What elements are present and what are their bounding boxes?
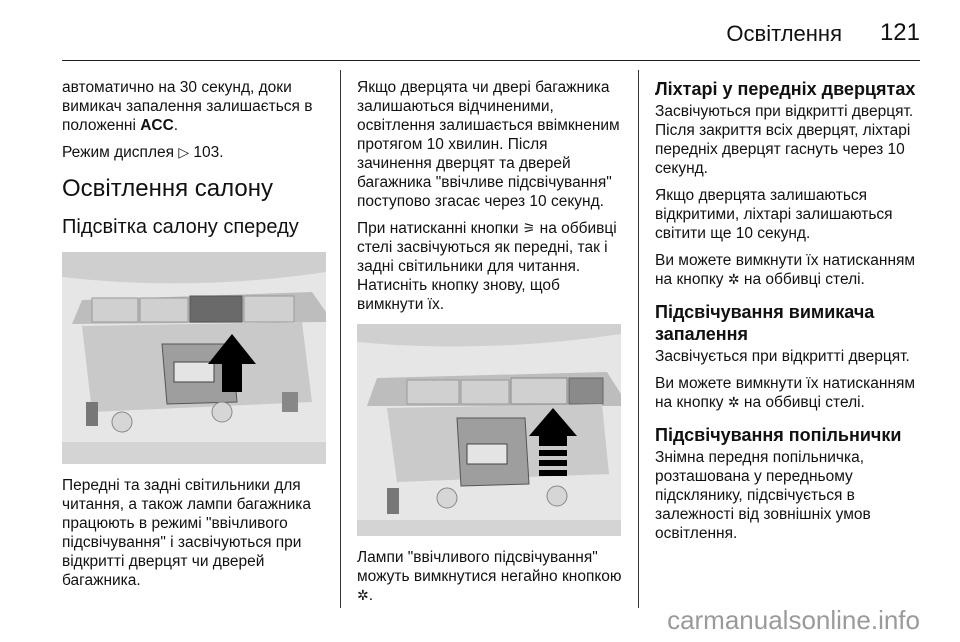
column-2 [357,78,625,613]
paragraph-doors-open: Якщо дверцята чи двері багажника залишаються відчиненими, освітлення залишається ввімкненим протягом 10 хвилин. Після зачинення дверцят та дверей багажника "ввічливе підсвічування" поступово згасає через 10 секунд. [357,79,620,210]
paragraph-door-open-lights: Якщо дверцята залишаються відкритими, ліхтарі залишаються світити ще 10 секунд. [655,187,893,242]
column-divider-2 [638,70,639,608]
page-ref-icon: ▷ [178,144,190,160]
column-3 [655,78,925,551]
page-number: 121 [879,19,920,46]
figure-courtesy-button [357,324,621,536]
paragraph-display-mode: Режим дисплея ▷ 103. [62,144,224,161]
paragraph-courtesy-off: Лампи "ввічливого підсвічування" можуть вимкнутися негайно кнопкою ✲. [357,549,622,604]
acc-label: ACC [140,117,174,134]
running-title: Освітлення [726,21,842,46]
watermark: carmanualsonline.info [667,605,920,635]
subsection-heading-front: Підсвітка салону спереду [62,216,299,238]
interior-light-icon: ✲ [727,394,740,410]
page-header [0,0,960,62]
paragraph-ashtray-light: Знімна передня попільничка, розташована у передньому підсклянику, підсвічується в залежності від зовнішніх умов освітлення. [655,449,871,542]
column-divider-1 [340,70,341,608]
paragraph-door-lights-off: Ви можете вимкнути їх натисканням на кнопку ✲ на оббивці стелі. [655,252,916,288]
paragraph-door-lights: Засвічуються при відкритті дверцят. Після закриття всіх дверцят, ліхтарі передніх дверцят гаснуть через 10 секунд. [655,103,914,177]
paragraph-acc: автоматично на 30 секунд, доки вимикач запалення залишається в положенні ACC. [62,79,313,134]
paragraph-ignition-light: Засвічується при відкритті дверцят. [655,348,910,365]
column-1 [62,78,330,598]
reading-lamp-icon: ⚞ [522,220,536,236]
paragraph-button-press: При натисканні кнопки ⚞ на оббивці стелі засвічуються як передні, так і задні світильники для читання. Натисніть кнопку знову, щоб вимкнути їх. [357,220,617,313]
heading-door-lights: Ліхтарі у передніх дверцятах [655,79,916,99]
interior-light-icon: ✲ [357,587,369,603]
header-rule [62,60,920,61]
section-heading: Освітлення салону [62,175,273,202]
heading-ashtray-light: Підсвічування попільнички [655,425,902,445]
paragraph-courtesy-lights: Передні та задні світильники для читання, а також лампи багажника працюють в режимі "ввічливого підсвічування" і засвічуються при відкритті дверцят чи дверей багажника. [62,477,312,589]
paragraph-ignition-light-off: Ви можете вимкнути їх натисканням на кнопку ✲ на оббивці стелі. [655,375,916,411]
figure-front-lamp-button [62,252,326,464]
interior-light-icon: ✲ [727,271,740,287]
heading-ignition-light: Підсвічування вимикача запалення [655,302,875,344]
